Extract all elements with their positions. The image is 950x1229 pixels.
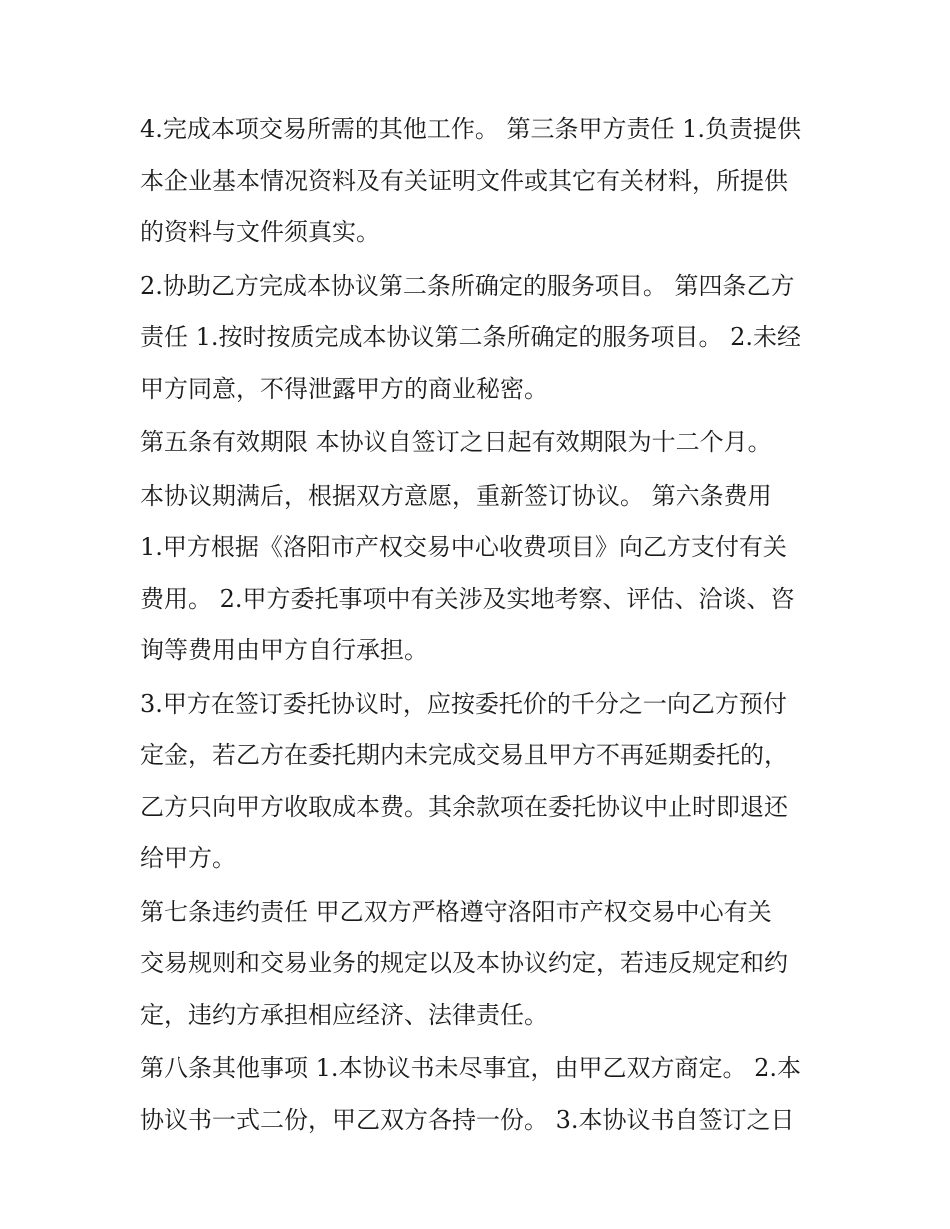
text-line: 甲方同意，不得泄露甲方的商业秘密。 — [140, 374, 548, 403]
paragraph-7 — [140, 1043, 820, 1146]
text-line: 给甲方。 — [140, 844, 236, 872]
text-line: 第七条违约责任 甲乙双方严格遵守洛阳市产权交易中心有关 — [140, 897, 772, 926]
text-line: 费用。 2.甲方委托事项中有关涉及实地考察、评估、洽谈、咨 — [140, 584, 795, 613]
text-line: 定，违约方承担相应经济、法律责任。 — [140, 1000, 548, 1029]
text-line: 交易规则和交易业务的规定以及本协议约定，若违反规定和约 — [140, 949, 788, 977]
text-line: 协议书一式二份，甲乙双方各持一份。 3.本协议书自签订之日 — [140, 1105, 795, 1134]
text-line: 询等费用由甲方自行承担。 — [140, 636, 428, 664]
paragraph-3 — [140, 417, 820, 469]
text-line: 1.甲方根据《洛阳市产权交易中心收费项目》向乙方支付有关 — [140, 533, 787, 561]
text-line: 本企业基本情况资料及有关证明文件或其它有关材料，所提供 — [140, 166, 788, 195]
text-line: 定金，若乙方在委托期内未完成交易且甲方不再延期委托的， — [140, 741, 788, 769]
paragraph-6 — [140, 887, 820, 1042]
text-line: 3.甲方在签订委托协议时，应按委托价的千分之一向乙方预付 — [140, 689, 787, 718]
text-line: 本协议期满后，根据双方意愿，重新签订协议。 第六条费用 — [140, 481, 772, 510]
document-body — [140, 104, 820, 1148]
text-line: 第八条其他事项 1.本协议书未尽事宜，由甲乙双方商定。 2.本 — [140, 1054, 802, 1082]
paragraph-4 — [140, 471, 820, 677]
text-line: 2.协助乙方完成本协议第二条所确定的服务项目。 第四条乙方 — [140, 271, 795, 300]
paragraph-2 — [140, 261, 820, 416]
paragraph-5 — [140, 679, 820, 885]
paragraph-1 — [140, 104, 820, 259]
text-line: 第五条有效期限 本协议自签订之日起有效期限为十二个月。 — [140, 428, 772, 456]
text-line: 的资料与文件须真实。 — [140, 218, 380, 246]
text-line: 4.完成本项交易所需的其他工作。 第三条甲方责任 1.负责提供 — [140, 115, 802, 143]
text-line: 乙方只向甲方收取成本费。其余款项在委托协议中止时即退还 — [140, 792, 788, 821]
text-line: 责任 1.按时按质完成本协议第二条所确定的服务项目。 2.未经 — [140, 323, 802, 351]
